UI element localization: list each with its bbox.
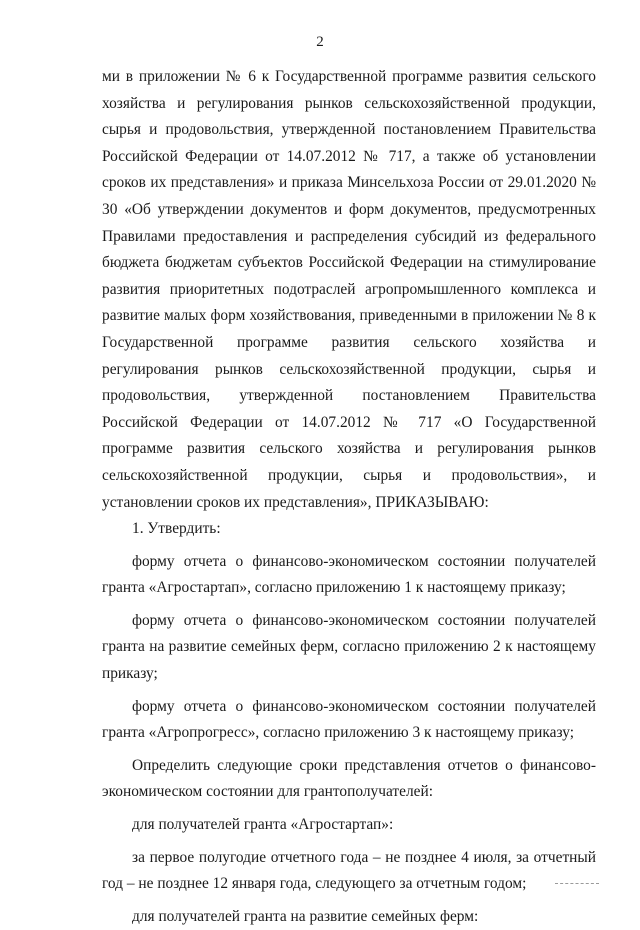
paragraph-form-agroprogress: форму отчета о финансово-экономическом состоянии получателей гранта «Агропрогресс», согласно приложению 3 к настоящему приказу;: [102, 697, 596, 742]
document-body: [102, 64, 596, 930]
paragraph-agrostartup-recipients: для получателей гранта «Агростартап»:: [132, 816, 394, 834]
footer-divider: [555, 883, 599, 884]
paragraph-deadlines: Определить следующие сроки представления отчетов о финансово-экономическом состоянии для грантополучателей:: [102, 756, 596, 801]
paragraph-decree-basis: ми в приложении № 6 к Государственной программе развития сельского хозяйства и регулирования рынков сельскохозяйственной продукции, сырья и продовольствия, утвержденной постановлением Правительства Российской Федерации от 14.07.2012 № 717, а также об установлении сроков их представления» и приказа Минсельхоза России от 29.01.2020 № 30 «Об утверждении документов и форм документов, предусмотренных Правилами предоставления и распределения субсидий из федерального бюджета бюджетам субъектов Российской Федерации на стимулирование развития приоритетных подотраслей агропромышленного комплекса и развитие малых форм хозяйствования, приведенными в приложении № 8 к Государственной программе развития сельского хозяйства и регулирования рынков сельскохозяйственной продукции, сырья и продовольствия, утвержденной постановлением Правительства Российской Федерации от 14.07.2012 № 717 «О Государственной программе развития сельского хозяйства и регулирования рынков сельскохозяйственной продукции, сырья и продовольствия», и установлении сроков их представления», ПРИКАЗЫВАЮ:: [102, 68, 596, 511]
paragraph-agrostartup-deadlines: за первое полугодие отчетного года – не позднее 4 июля, за отчетный год – не позднее 12 января года, следующего за отчетным годом;: [102, 848, 596, 893]
paragraph-approve: 1. Утвердить:: [132, 520, 221, 538]
page-number: 2: [316, 34, 324, 50]
paragraph-form-family-farms: форму отчета о финансово-экономическом состоянии получателей гранта на развитие семейных ферм, согласно приложению 2 к настоящему приказу;: [102, 611, 596, 683]
paragraph-form-agrostartup: форму отчета о финансово-экономическом состоянии получателей гранта «Агростартап», согласно приложению 1 к настоящему приказу;: [102, 552, 596, 597]
paragraph-family-farm-recipients: для получателей гранта на развитие семейных ферм:: [132, 907, 479, 925]
